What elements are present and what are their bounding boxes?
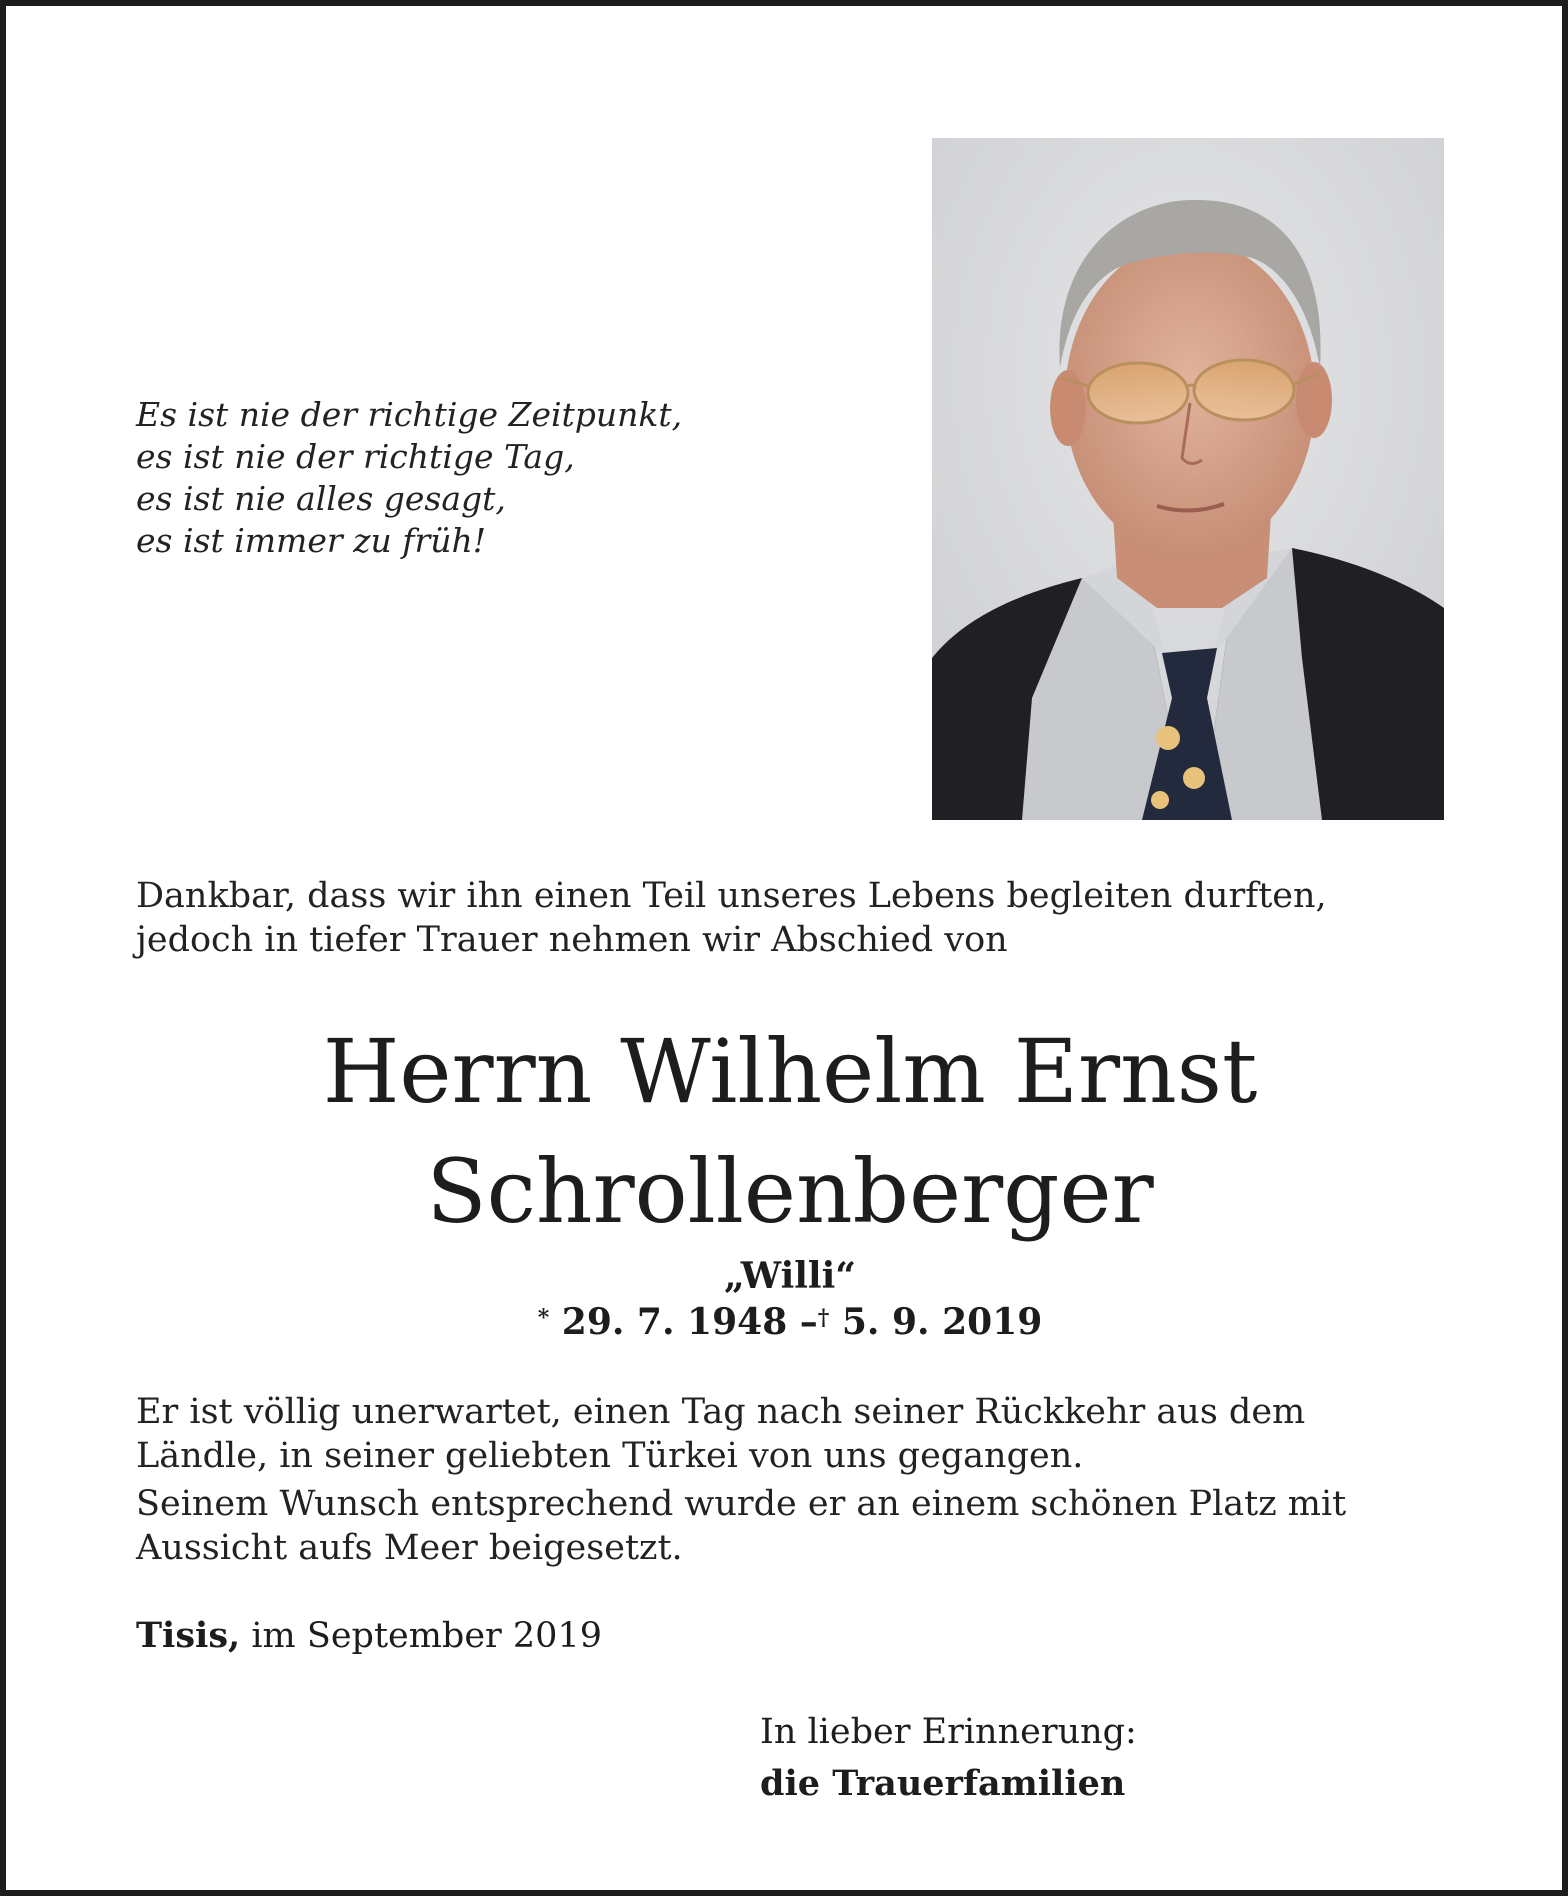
place-date-text: im September 2019	[240, 1616, 602, 1656]
intro-text: Dankbar, dass wir ihn einen Teil unseres Lebens begleiten durften, jedoch in tiefer Trauer nehmen wir Abschied von	[136, 876, 1327, 960]
poem-line: Es ist nie der richtige Zeitpunkt,	[136, 395, 683, 434]
poem-line: es ist nie alles gesagt,	[136, 479, 506, 518]
date-separator: –	[799, 1301, 818, 1343]
birth-date: 29. 7. 1948	[561, 1301, 788, 1343]
signature-line-1: In lieber Erinnerung:	[760, 1712, 1137, 1752]
portrait-photo	[932, 138, 1444, 820]
poem-line: es ist immer zu früh!	[136, 521, 487, 560]
death-date: 5. 9. 2019	[841, 1301, 1043, 1343]
name-line-2: Schrollenberger	[426, 1140, 1154, 1243]
signature	[760, 1706, 1137, 1810]
deceased-name	[6, 1012, 1568, 1252]
name-line-1: Herrn Wilhelm Ernst	[322, 1020, 1258, 1123]
birth-symbol: *	[537, 1305, 550, 1331]
place-city: Tisis,	[136, 1615, 241, 1656]
body-paragraph-1: Er ist völlig unerwartet, einen Tag nach seiner Rückkehr aus dem Ländle, in seiner geliebten Türkei von uns gegangen.	[136, 1392, 1306, 1476]
life-dates	[6, 1300, 1568, 1344]
signature-line-2: die Trauerfamilien	[760, 1763, 1126, 1804]
death-symbol: †	[817, 1305, 830, 1331]
place-date	[136, 1614, 602, 1658]
nickname: „Willi“	[724, 1255, 856, 1297]
body-paragraph-2: Seinem Wunsch entsprechend wurde er an einem schönen Platz mit Aussicht aufs Meer beigesetzt.	[136, 1484, 1347, 1568]
poem-line: es ist nie der richtige Tag,	[136, 437, 575, 476]
poem	[136, 394, 696, 562]
